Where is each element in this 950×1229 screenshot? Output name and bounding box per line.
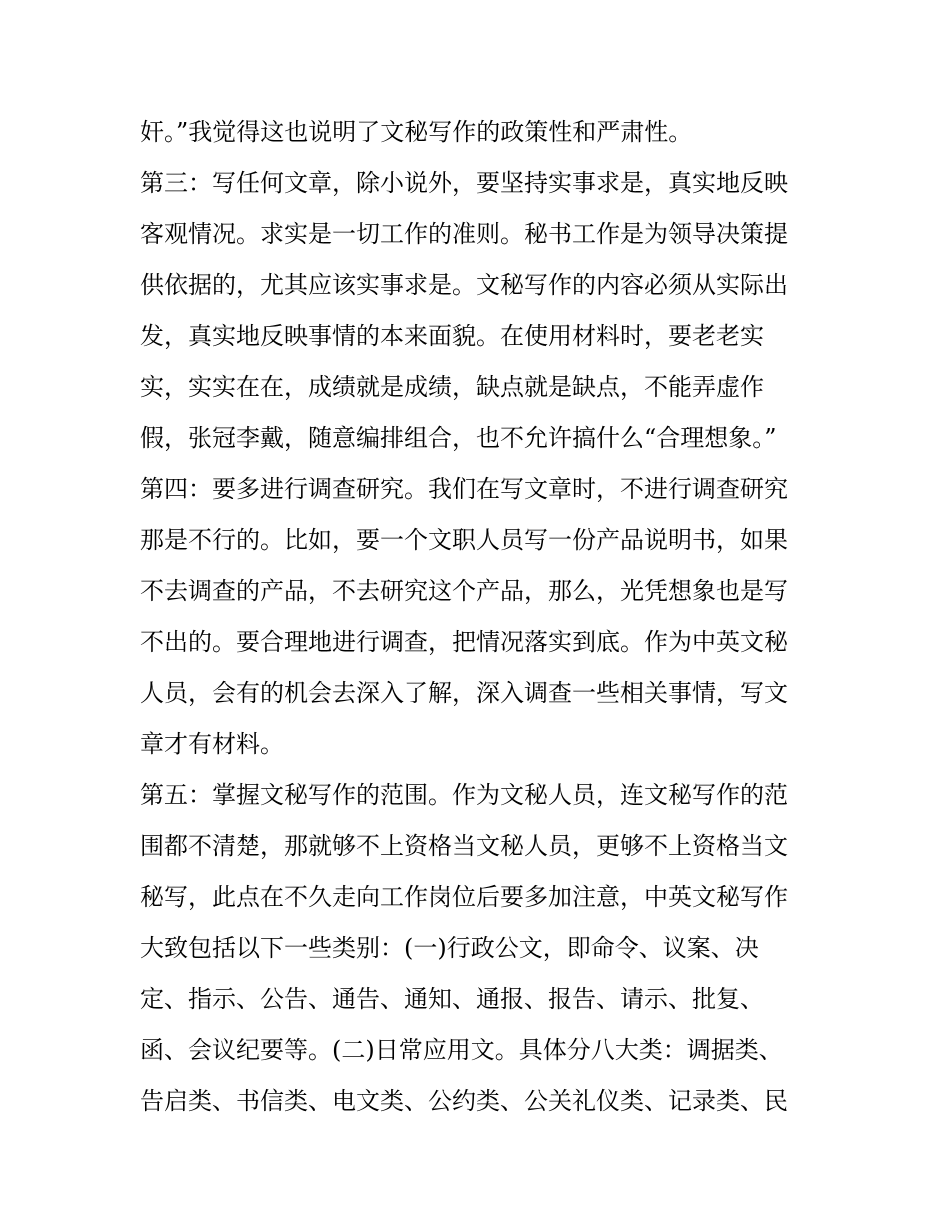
text-line: 假，张冠李戴，随意编排组合，也不允许搞什么“合理想象。” [140, 424, 777, 452]
text-line: 函、会议纪要等。(二)日常应用文。具体分八大类：调据类、 [140, 1036, 783, 1064]
text-line: 人员，会有的机会去深入了解，深入调查一些相关事情，写文 [140, 679, 788, 707]
body-text [140, 107, 830, 1127]
text-line: 发，真实地反映事情的本来面貌。在使用材料时，要老老实 [140, 322, 764, 350]
text-line: 第五：掌握文秘写作的范围。作为文秘人员，连文秘写作的范 [140, 781, 788, 809]
text-line: 告启类、书信类、电文类、公约类、公关礼仪类、记录类、民 [140, 1087, 788, 1115]
text-line: 那是不行的。比如，要一个文职人员写一份产品说明书，如果 [140, 526, 788, 554]
text-line: 不出的。要合理地进行调查，把情况落实到底。作为中英文秘 [140, 628, 788, 656]
text-line: 供依据的，尤其应该实事求是。文秘写作的内容必须从实际出 [140, 271, 788, 299]
text-line: 不去调查的产品，不去研究这个产品，那么，光凭想象也是写 [140, 577, 788, 605]
text-line: 大致包括以下一些类别：(一)行政公文，即命令、议案、决 [140, 934, 759, 962]
text-line: 奸。”我觉得这也说明了文秘写作的政策性和严肃性。 [140, 118, 693, 146]
text-line: 定、指示、公告、通告、通知、通报、报告、请示、批复、 [140, 985, 764, 1013]
text-line: 第三：写任何文章，除小说外，要坚持实事求是，真实地反映 [140, 169, 788, 197]
text-line: 实，实实在在，成绩就是成绩，缺点就是缺点，不能弄虚作 [140, 373, 764, 401]
text-line: 秘写，此点在不久走向工作岗位后要多加注意，中英文秘写作 [140, 883, 788, 911]
text-line: 客观情况。求实是一切工作的准则。秘书工作是为领导决策提 [140, 220, 788, 248]
text-line: 第四：要多进行调查研究。我们在写文章时，不进行调查研究 [140, 475, 788, 503]
text-line: 围都不清楚，那就够不上资格当文秘人员，更够不上资格当文 [140, 832, 788, 860]
text-line: 章才有材料。 [140, 730, 284, 758]
